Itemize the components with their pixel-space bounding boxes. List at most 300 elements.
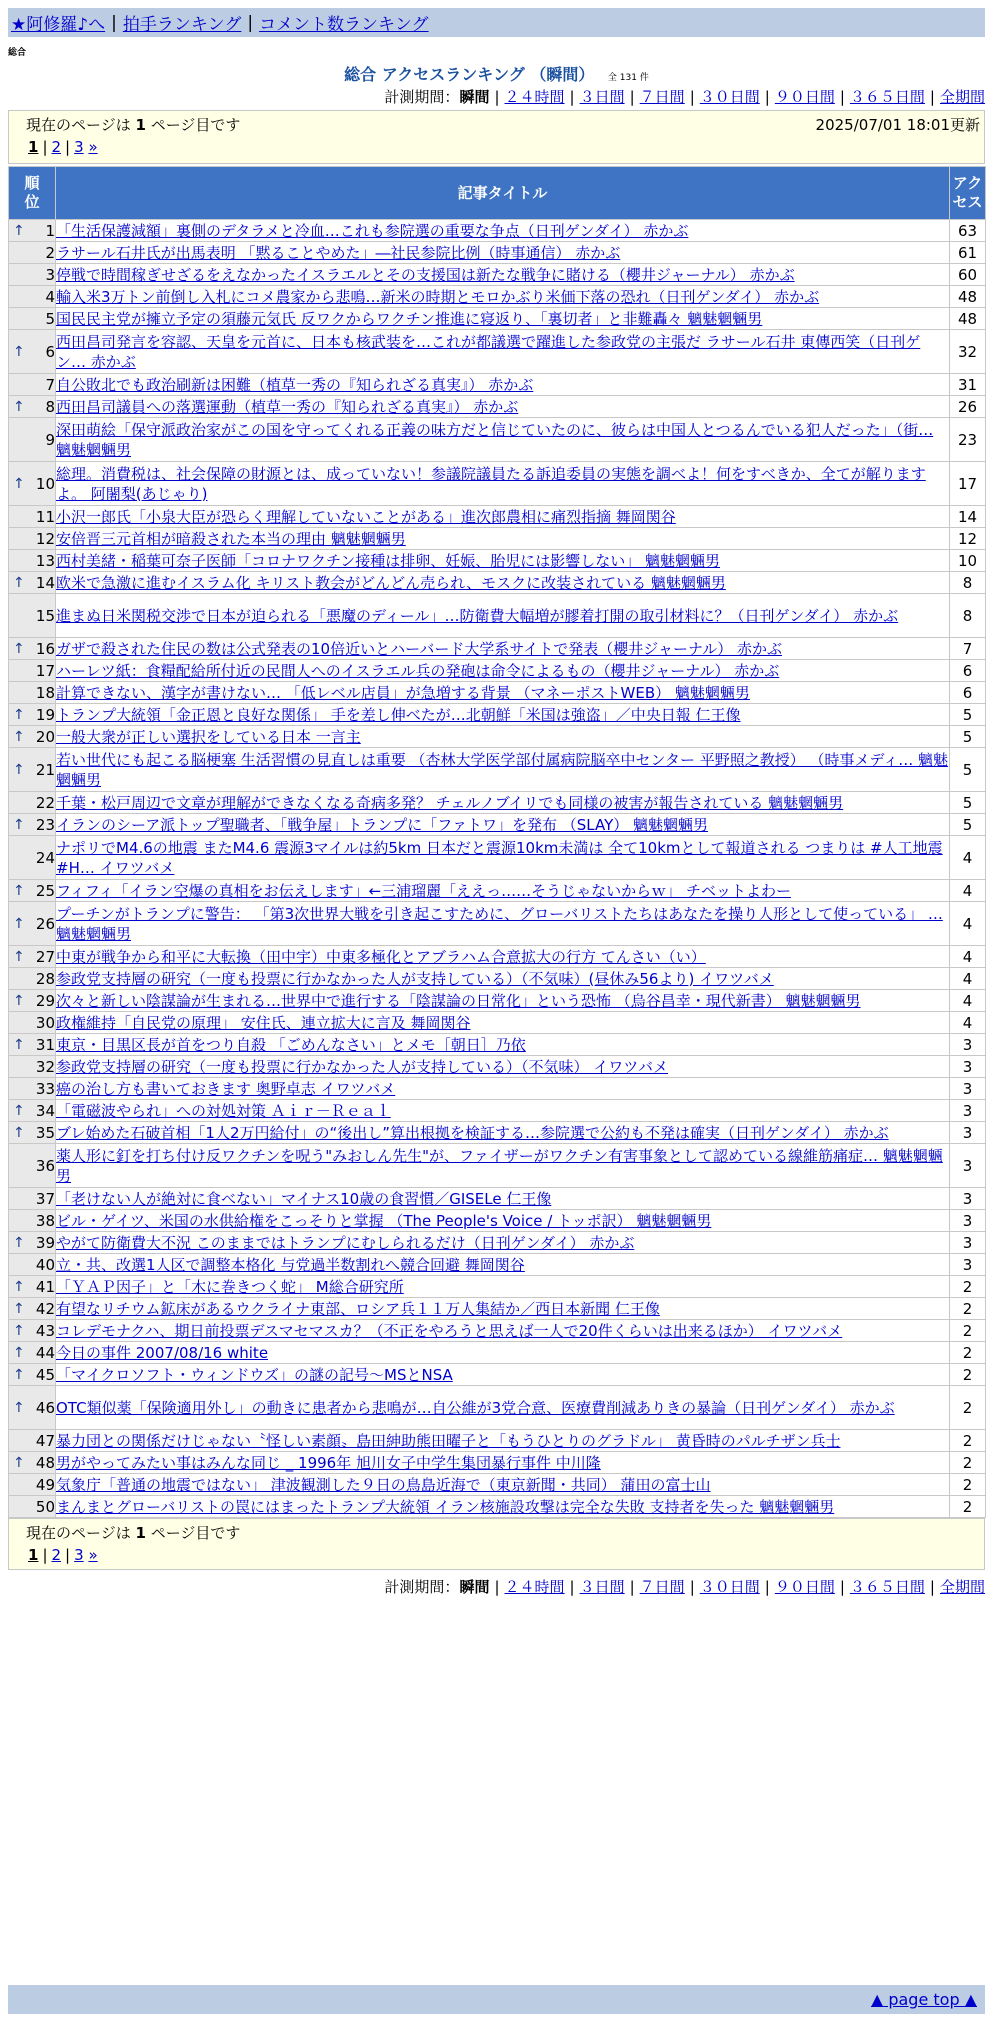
article-link[interactable]: 参政党支持層の研究（一度も投票に行かなかった人が支持している）（不気味） イワツバメ <box>56 1057 668 1076</box>
article-link[interactable]: ラサール石井氏が出馬表明 「黙ることやめた」―社民参院比例（時事通信） 赤かぶ <box>56 243 621 262</box>
rank-up-arrow-icon: ↑ <box>13 1234 25 1251</box>
access-count: 3 <box>950 1078 986 1100</box>
access-count: 4 <box>950 990 986 1012</box>
rank-number: 15 <box>35 606 55 625</box>
title-cell <box>56 330 950 374</box>
period-link[interactable]: ３０日間 <box>699 1578 760 1596</box>
rank-number: 32 <box>35 1057 55 1076</box>
table-row <box>9 396 986 418</box>
period-selector-top <box>384 86 985 107</box>
access-count: 6 <box>950 660 986 682</box>
period-link[interactable]: ２４時間 <box>504 88 565 106</box>
title-cell <box>56 528 950 550</box>
current-page-text <box>26 114 240 135</box>
current-page-number: 1 <box>135 116 146 134</box>
article-link[interactable]: 「マイクロソフト・ウィンドウズ」の謎の記号～MSとNSA <box>56 1365 453 1384</box>
title-cell <box>56 462 950 506</box>
rank-cell <box>9 660 56 682</box>
rank-cell <box>9 1474 56 1496</box>
article-link[interactable]: 「電磁波やられ」への対処対策 Ａｉｒ－Ｒｅａｌ <box>56 1101 391 1120</box>
access-count: 14 <box>950 506 986 528</box>
rank-number: 47 <box>35 1431 55 1450</box>
table-row <box>9 638 986 660</box>
article-link[interactable]: 西村美緒・稲葉可奈子医師「コロナワクチン接種は排卵、妊娠、胎児には影響しない」 魑魅魍魎男 <box>56 551 721 570</box>
rank-cell <box>9 1144 56 1188</box>
article-link[interactable]: 若い世代にも起こる脳梗塞 生活習慣の見直しは重要 （杏林大学医学部付属病院脳卒中センター 平野照之教授） （時事メディ… 魑魅魍魎男 <box>56 750 949 789</box>
article-link[interactable]: 東京・目黒区長が首をつり自殺 「ごめんなさい」とメモ［朝日］乃依 <box>56 1035 526 1054</box>
access-count: 3 <box>950 1254 986 1276</box>
period-link[interactable]: ９０日間 <box>774 88 835 106</box>
article-link[interactable]: 政権維持「自民党の原理」 安住氏、連立拡大に言及 舞岡関谷 <box>56 1013 471 1032</box>
rank-up-arrow-icon: ↑ <box>13 398 25 415</box>
period-separator: | <box>494 88 500 106</box>
access-count: 3 <box>950 1034 986 1056</box>
next-page-link[interactable]: » <box>88 1546 98 1564</box>
title-cell <box>56 836 950 880</box>
article-link[interactable]: 気象庁「普通の地震ではない」 津波観測した９日の鳥島近海で（東京新聞・共同） 蒲田の富士山 <box>56 1475 711 1494</box>
rank-cell <box>9 1100 56 1122</box>
period-link[interactable]: ７日間 <box>639 1578 685 1596</box>
title-cell <box>56 946 950 968</box>
period-separator: | <box>764 1578 770 1596</box>
access-count: 3 <box>950 1122 986 1144</box>
rank-cell <box>9 1210 56 1232</box>
access-count: 31 <box>950 374 986 396</box>
rank-up-arrow-icon: ↑ <box>13 475 25 492</box>
access-count: 4 <box>950 946 986 968</box>
table-row <box>9 1452 986 1474</box>
rank-up-arrow-icon: ↑ <box>13 761 25 778</box>
article-link[interactable]: 「老けない人が絶対に食べない」マイナス10歳の食習慣／GISELe 仁王像 <box>56 1189 552 1208</box>
article-link[interactable]: 暴力団との関係だけじゃない〝怪しい素顔〟島田紳助熊田曜子と「もうひとりのグラドル」 黄昏時のパルチザン兵士 <box>56 1431 841 1450</box>
access-count: 2 <box>950 1430 986 1452</box>
rank-up-arrow-icon: ↑ <box>13 1322 25 1339</box>
rank-cell <box>9 1320 56 1342</box>
table-row <box>9 1144 986 1188</box>
rank-number: 6 <box>45 342 55 361</box>
access-count: 5 <box>950 792 986 814</box>
period-separator: | <box>839 88 845 106</box>
period-separator: | <box>689 1578 695 1596</box>
table-row <box>9 242 986 264</box>
title-cell <box>56 1012 950 1034</box>
table-row <box>9 528 986 550</box>
home-link[interactable]: ★阿修羅♪へ <box>11 15 106 35</box>
article-link[interactable]: 立・共、改選1人区で調整本格化 与党過半数割れへ競合回避 舞岡関谷 <box>56 1255 525 1274</box>
table-row <box>9 1254 986 1276</box>
title-cell <box>56 1276 950 1298</box>
access-count: 2 <box>950 1386 986 1430</box>
article-link[interactable]: ビル・ゲイツ、米国の水供給権をこっそりと掌握 （The People's Voice / トッポ訳） 魑魅魍魎男 <box>56 1211 712 1230</box>
table-row <box>9 726 986 748</box>
period-link[interactable]: ３日間 <box>579 88 625 106</box>
top-nav-bar <box>8 8 985 37</box>
article-link[interactable]: 輸入米3万トン前倒し入札にコメ農家から悲鳴…新米の時期とモロかぶり米価下落の恐れ（日刊ゲンダイ） 赤かぶ <box>56 287 820 306</box>
article-link[interactable]: トランプ大統領「金正恩と良好な関係」 手を差し伸べたが…北朝鮮「米国は強盗」／中央日報 仁王像 <box>56 705 741 724</box>
access-count: 2 <box>950 1474 986 1496</box>
table-row <box>9 1342 986 1364</box>
title-cell <box>56 374 950 396</box>
rank-number: 24 <box>35 848 55 867</box>
table-row <box>9 968 986 990</box>
article-link[interactable]: 一般大衆が正しい選択をしている日本 一言主 <box>56 727 361 746</box>
access-count: 2 <box>950 1276 986 1298</box>
access-count: 48 <box>950 308 986 330</box>
current-page-number: 1 <box>135 1524 146 1542</box>
article-link[interactable]: ハーレツ紙：食糧配給所付近の民間人へのイスラエル兵の発砲は命令によるもの（櫻井ジャーナル） 赤かぶ <box>56 661 780 680</box>
rank-up-arrow-icon: ↑ <box>13 728 25 745</box>
ranking-title-row <box>0 62 993 85</box>
table-row <box>9 1122 986 1144</box>
article-link[interactable]: OTC類似薬「保険適用外し」の動きに患者から悲鳴が…自公維が3党合意、医療費削減ありきの暴論（日刊ゲンダイ） 赤かぶ <box>56 1398 895 1417</box>
rank-number: 17 <box>35 661 55 680</box>
current-page-suffix: ページ目です <box>150 116 241 134</box>
access-count: 60 <box>950 264 986 286</box>
period-separator: | <box>569 1578 575 1596</box>
title-cell <box>56 704 950 726</box>
rank-cell <box>9 418 56 462</box>
rank-up-arrow-icon: ↑ <box>13 882 25 899</box>
table-row <box>9 704 986 726</box>
rank-cell <box>9 1078 56 1100</box>
page-separator: | <box>42 1546 48 1564</box>
period-separator: | <box>569 88 575 106</box>
period-link[interactable]: ９０日間 <box>774 1578 835 1596</box>
rank-number: 16 <box>35 639 55 658</box>
article-link[interactable]: 薬人形に釘を打ち付け反ワクチンを呪う"みおしん先生"が、ファイザーがワクチン有害事象として認めている線維筋痛症… 魑魅魍魎男 <box>56 1146 943 1185</box>
access-count: 2 <box>950 1364 986 1386</box>
rank-cell <box>9 748 56 792</box>
title-cell <box>56 242 950 264</box>
period-link[interactable]: ３６５日間 <box>849 1578 925 1596</box>
rank-cell <box>9 286 56 308</box>
rank-cell <box>9 836 56 880</box>
article-link[interactable]: 国民民主党が擁立予定の須藤元気氏 反ワクからワクチン推進に寝返り、「裏切者」と非難轟々 魑魅魍魎男 <box>56 309 763 328</box>
rank-cell <box>9 1122 56 1144</box>
total-count: 全 131 件 <box>607 73 649 83</box>
title-cell <box>56 1034 950 1056</box>
title-cell <box>56 726 950 748</box>
article-link[interactable]: 中東が戦争から和平に大転換（田中宇）中東多極化とアブラハム合意拡大の行方 てんさい（い） <box>56 947 706 966</box>
table-header-row <box>9 167 986 220</box>
article-link[interactable]: 安倍晋三元首相が暗殺された本当の理由 魑魅魍魎男 <box>56 529 406 548</box>
article-link[interactable]: 停戦で時間稼ぎせざるをえなかったイスラエルとその支援国は新たな戦争に賭ける（櫻井ジャーナル） 赤かぶ <box>56 265 795 284</box>
period-link[interactable]: ３日間 <box>579 1578 625 1596</box>
rank-column-header: 順位 <box>9 167 56 220</box>
period-label: 計測期間： <box>384 1578 460 1596</box>
article-link[interactable]: 男がやってみたい事はみんな同じ _ 1996年 旭川女子中学生集団暴行事件 中川隆 <box>56 1453 601 1472</box>
rank-cell <box>9 396 56 418</box>
period-selector-bottom <box>384 1576 985 1597</box>
rank-number: 25 <box>35 881 55 900</box>
rank-number: 38 <box>35 1211 55 1230</box>
rank-cell <box>9 1430 56 1452</box>
rank-number: 1 <box>45 221 55 240</box>
period-link[interactable]: 全期間 <box>939 1578 985 1596</box>
rank-cell <box>9 572 56 594</box>
page-link[interactable]: 3 <box>74 138 84 156</box>
rank-cell <box>9 682 56 704</box>
page-separator: | <box>42 138 48 156</box>
page-title: 総合 アクセスランキング （瞬間） <box>344 65 595 84</box>
clap-ranking-link[interactable]: 拍手ランキング <box>122 15 242 35</box>
rank-number: 42 <box>35 1299 55 1318</box>
rank-cell <box>9 990 56 1012</box>
article-link[interactable]: 計算できない、漢字が書けない… 「低レベル店員」が急増する背景 （マネーポストWEB） 魑魅魍魎男 <box>56 683 750 702</box>
title-cell <box>56 990 950 1012</box>
article-link[interactable]: 西田昌司発言を容認、天皇を元首に、日本も核武装を…これが都議選で躍進した参政党の主張だ ラサール石井 東傳西笑（日刊ゲン… 赤かぶ <box>56 332 921 371</box>
rank-number: 13 <box>35 551 55 570</box>
article-link[interactable]: ナポリでM4.6の地震 またM4.6 震源3マイルは約5km 日本だと震源10km未満は 全て10kmとして報道される つまりは #人工地震 #H… イワツバメ <box>56 838 943 877</box>
article-link[interactable]: イランのシーア派トップ聖職者、「戦争屋」トランプに「ファトワ」を発布 （SLAY） 魑魅魍魎男 <box>56 815 709 834</box>
current-page-text <box>26 1522 240 1543</box>
title-cell <box>56 902 950 946</box>
article-link[interactable]: 総理。消費税は、社会保障の財源とは、成っていない！参議院議員たる訴追委員の実態を調べよ！何をすべきか、全てが解りますよ。 阿闍梨(あじゃり) <box>56 464 926 503</box>
article-link[interactable]: 深田萌絵「保守派政治家がこの国を守ってくれる正義の味方だと信じていたのに、彼らは中国人とつるんでいる犯人だった」（街… 魑魅魍魎男 <box>56 420 934 459</box>
title-cell <box>56 1100 950 1122</box>
article-link[interactable]: プーチンがトランプに警告： 「第3次世界大戦を引き起こすために、グローバリストたちはあなたを操り人形として使っている」 … 魑魅魍魎男 <box>56 904 943 943</box>
access-count: 23 <box>950 418 986 462</box>
rank-number: 41 <box>35 1277 55 1296</box>
comment-ranking-link[interactable]: コメント数ランキング <box>259 15 429 35</box>
table-row <box>9 814 986 836</box>
rank-number: 44 <box>35 1343 55 1362</box>
table-row <box>9 220 986 242</box>
period-separator: | <box>929 1578 935 1596</box>
access-count: 2 <box>950 1496 986 1518</box>
title-cell <box>56 1496 950 1518</box>
page-links <box>28 1546 98 1564</box>
rank-number: 22 <box>35 793 55 812</box>
period-separator: | <box>929 88 935 106</box>
table-row <box>9 286 986 308</box>
rank-cell <box>9 1034 56 1056</box>
rank-number: 7 <box>45 375 55 394</box>
rank-up-arrow-icon: ↑ <box>13 1036 25 1053</box>
period-separator: | <box>689 88 695 106</box>
table-row <box>9 330 986 374</box>
article-link[interactable]: コレデモナクハ、期日前投票デスマセマスカ？（不正をやろうと思えば一人で20件くらいは出来るほか） イワツバメ <box>56 1321 843 1340</box>
access-count: 4 <box>950 968 986 990</box>
table-row <box>9 1100 986 1122</box>
article-link[interactable]: 癌の治し方も書いておきます 奥野卓志 イワツバメ <box>56 1079 396 1098</box>
rank-cell <box>9 1188 56 1210</box>
article-link[interactable]: ガザで殺された住民の数は公式発表の10倍近いとハーバード大学系サイトで発表（櫻井ジャーナル） 赤かぶ <box>56 639 783 658</box>
rank-up-arrow-icon: ↑ <box>13 1278 25 1295</box>
rank-number: 10 <box>35 474 55 493</box>
rank-number: 34 <box>35 1101 55 1120</box>
rank-cell <box>9 1452 56 1474</box>
rank-number: 35 <box>35 1123 55 1142</box>
page-link[interactable]: 3 <box>74 1546 84 1564</box>
rank-number: 30 <box>35 1013 55 1032</box>
table-row <box>9 990 986 1012</box>
rank-cell <box>9 1232 56 1254</box>
rank-number: 26 <box>35 914 55 933</box>
title-cell <box>56 1122 950 1144</box>
title-column-header: 記事タイトル <box>56 167 950 220</box>
rank-up-arrow-icon: ↑ <box>13 992 25 1009</box>
article-link[interactable]: 今日の事件 2007/08/16 white <box>56 1343 269 1362</box>
article-link[interactable]: 進まぬ日米関税交渉で日本が迫られる「悪魔のディール」…防衛費大幅増が膠着打開の取引材料に？（日刊ゲンダイ） 赤かぶ <box>56 606 899 625</box>
rank-cell <box>9 1364 56 1386</box>
rank-up-arrow-icon: ↑ <box>13 915 25 932</box>
title-cell <box>56 660 950 682</box>
rank-cell <box>9 968 56 990</box>
rank-up-arrow-icon: ↑ <box>13 948 25 965</box>
article-link[interactable]: まんまとグローバリストの罠にはまったトランプ大統領 イラン核施設攻撃は完全な失敗 支持者を失った 魑魅魍魎男 <box>56 1497 835 1516</box>
table-row <box>9 374 986 396</box>
period-separator: | <box>629 1578 635 1596</box>
table-row <box>9 902 986 946</box>
ranking-table <box>8 166 986 1518</box>
rank-cell <box>9 946 56 968</box>
table-row <box>9 550 986 572</box>
rank-up-arrow-icon: ↑ <box>13 222 25 239</box>
title-cell <box>56 1144 950 1188</box>
rank-up-arrow-icon: ↑ <box>13 706 25 723</box>
rank-number: 28 <box>35 969 55 988</box>
title-cell <box>56 594 950 638</box>
pager-bottom <box>8 1518 985 1570</box>
rank-number: 9 <box>45 430 55 449</box>
rank-number: 12 <box>35 529 55 548</box>
page-link[interactable]: 2 <box>51 1546 62 1564</box>
title-cell <box>56 638 950 660</box>
rank-up-arrow-icon: ↑ <box>13 816 25 833</box>
article-link[interactable]: ブレ始めた石破首相「1人2万円給付」の“後出し”算出根拠を検証する…参院選で公約も不発は確実（日刊ゲンダイ） 赤かぶ <box>56 1123 889 1142</box>
table-row <box>9 1056 986 1078</box>
access-count: 61 <box>950 242 986 264</box>
title-cell <box>56 1320 950 1342</box>
access-count: 4 <box>950 902 986 946</box>
rank-cell <box>9 1276 56 1298</box>
access-count: 3 <box>950 1056 986 1078</box>
rank-cell <box>9 220 56 242</box>
article-link[interactable]: 西田昌司議員への落選運動（植草一秀の『知られざる真実』） 赤かぶ <box>56 397 519 416</box>
table-row <box>9 748 986 792</box>
access-count: 2 <box>950 1298 986 1320</box>
footer-bar <box>8 1985 985 2014</box>
pager-top <box>8 110 985 164</box>
access-count: 3 <box>950 1188 986 1210</box>
rank-number: 40 <box>35 1255 55 1274</box>
rank-number: 21 <box>35 760 55 779</box>
rank-cell <box>9 1298 56 1320</box>
current-page-prefix: 現在のページは <box>26 1524 131 1542</box>
period-separator: | <box>494 1578 500 1596</box>
title-cell <box>56 1056 950 1078</box>
article-link[interactable]: 自公敗北でも政治刷新は困難（植草一秀の『知られざる真実』） 赤かぶ <box>56 375 534 394</box>
access-count: 8 <box>950 572 986 594</box>
access-count: 5 <box>950 726 986 748</box>
period-link[interactable]: ２４時間 <box>504 1578 565 1596</box>
rank-number: 27 <box>35 947 55 966</box>
rank-number: 4 <box>45 287 55 306</box>
article-link[interactable]: やがて防衛費大不況 このままではトランプにむしられるだけ（日刊ゲンダイ） 赤かぶ <box>56 1233 635 1252</box>
current-page-suffix: ページ目です <box>150 1524 241 1542</box>
rank-cell <box>9 242 56 264</box>
article-link[interactable]: 小沢一郎氏「小泉大臣が恐らく理解していないことがある」進次郎農相に痛烈指摘 舞岡関谷 <box>56 507 676 526</box>
rank-number: 43 <box>35 1321 55 1340</box>
period-link[interactable]: 全期間 <box>939 88 985 106</box>
page-top-link[interactable]: ▲ page top ▲ <box>870 1990 977 2009</box>
rank-cell <box>9 550 56 572</box>
table-row <box>9 792 986 814</box>
table-row <box>9 682 986 704</box>
article-link[interactable]: 千葉・松戸周辺で文章が理解ができなくなる奇病多発？ チェルノブイリでも同様の被害が報告されている 魑魅魍魎男 <box>56 793 844 812</box>
access-count: 26 <box>950 396 986 418</box>
article-link[interactable]: 欧米で急激に進むイスラム化 キリスト教会がどんどん売られ、モスクに改装されている 魑魅魍魎男 <box>56 573 726 592</box>
period-link[interactable]: ３６５日間 <box>849 88 925 106</box>
table-row <box>9 264 986 286</box>
rank-number: 46 <box>35 1398 55 1417</box>
table-row <box>9 1386 986 1430</box>
page-link[interactable]: 2 <box>51 138 62 156</box>
title-cell <box>56 1364 950 1386</box>
rank-number: 3 <box>45 265 55 284</box>
access-count: 3 <box>950 1232 986 1254</box>
table-row <box>9 1430 986 1452</box>
period-separator: | <box>629 88 635 106</box>
rank-number: 2 <box>45 243 55 262</box>
title-cell <box>56 418 950 462</box>
rank-cell <box>9 902 56 946</box>
rank-cell <box>9 330 56 374</box>
rank-number: 11 <box>35 507 55 526</box>
period-link[interactable]: ３０日間 <box>699 88 760 106</box>
title-cell <box>56 1430 950 1452</box>
rank-cell <box>9 462 56 506</box>
article-link[interactable]: 「ＹＡＰ因子」と「木に巻きつく蛇」 M総合研究所 <box>56 1277 404 1296</box>
title-cell <box>56 220 950 242</box>
article-link[interactable]: 参政党支持層の研究（一度も投票に行かなかった人が支持している）（不気味）(昼休み56より) イワツバメ <box>56 969 774 988</box>
access-count: 5 <box>950 704 986 726</box>
title-cell <box>56 572 950 594</box>
access-column-header: アクセス <box>950 167 986 220</box>
article-link[interactable]: 有望なリチウム鉱床があるウクライナ東部、ロシア兵１１万人集結か／西日本新聞 仁王像 <box>56 1299 660 1318</box>
title-cell <box>56 1452 950 1474</box>
table-row <box>9 880 986 902</box>
table-row <box>9 506 986 528</box>
access-count: 2 <box>950 1342 986 1364</box>
article-link[interactable]: フィフィ「イラン空爆の真相をお伝えします」←三浦瑠麗「ええっ……そうじゃないからｗ」 チベットよわー <box>56 881 791 900</box>
rank-cell <box>9 638 56 660</box>
rank-number: 23 <box>35 815 55 834</box>
access-count: 2 <box>950 1452 986 1474</box>
article-link[interactable]: 次々と新しい陰謀論が生まれる…世界中で進行する「陰謀論の日常化」という恐怖 （烏谷昌幸・現代新書） 魑魅魍魎男 <box>56 991 861 1010</box>
rank-cell <box>9 1012 56 1034</box>
rank-cell <box>9 792 56 814</box>
access-count: 4 <box>950 880 986 902</box>
title-cell <box>56 506 950 528</box>
table-row <box>9 1210 986 1232</box>
rank-number: 19 <box>35 705 55 724</box>
access-count: 3 <box>950 1210 986 1232</box>
rank-number: 20 <box>35 727 55 746</box>
title-cell <box>56 1474 950 1496</box>
period-link[interactable]: ７日間 <box>639 88 685 106</box>
title-cell <box>56 308 950 330</box>
title-cell <box>56 814 950 836</box>
rank-cell <box>9 594 56 638</box>
title-cell <box>56 968 950 990</box>
next-page-link[interactable]: » <box>88 138 98 156</box>
table-row <box>9 462 986 506</box>
rank-cell <box>9 1386 56 1430</box>
article-link[interactable]: 「生活保護減額」裏側のデタラメと冷血…これも参院選の重要な争点（日刊ゲンダイ） 赤かぶ <box>56 221 689 240</box>
rank-number: 36 <box>35 1156 55 1175</box>
